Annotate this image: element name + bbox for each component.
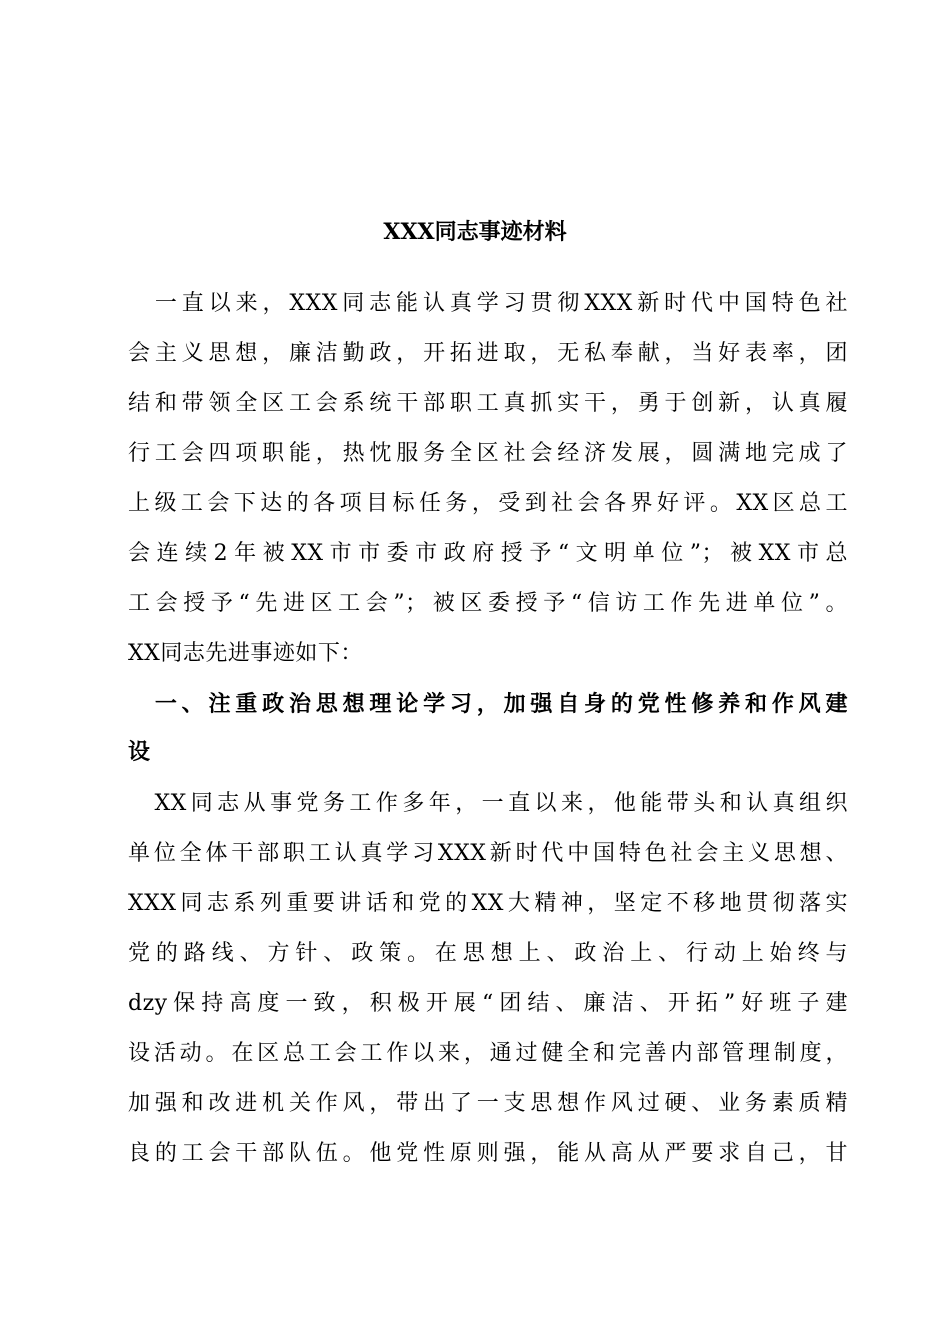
paragraph-line: 加强和改进机关作风，带出了一支思想作风过硬、业务素质精	[128, 1091, 848, 1116]
paragraph-line: 单位全体干部职工认真学习XXX新时代中国特色社会主义思想、	[128, 841, 848, 866]
paragraph-line: 一直以来，XXX同志能认真学习贯彻XXX新时代中国特色社	[128, 291, 848, 316]
paragraph-line: 结和带领全区工会系统干部职工真抓实干，勇于创新，认真履	[128, 391, 848, 416]
paragraph-line: 设活动。在区总工会工作以来，通过健全和完善内部管理制度，	[128, 1041, 848, 1066]
paragraph-line: 会连续2年被XX市市委市政府授予“文明单位”；被XX市总	[128, 541, 848, 566]
paragraph-line: XXX同志系列重要讲话和党的XX大精神，坚定不移地贯彻落实	[128, 891, 848, 916]
section-heading-line: 一、注重政治思想理论学习，加强自身的党性修养和作风建	[128, 691, 848, 717]
paragraph-line: XX同志先进事迹如下：	[128, 641, 363, 666]
paragraph-line: XX同志从事党务工作多年，一直以来，他能带头和认真组织	[128, 791, 848, 816]
paragraph-line: 行工会四项职能，热忱服务全区社会经济发展，圆满地完成了	[128, 441, 848, 466]
paragraph-line: 党的路线、方针、政策。在思想上、政治上、行动上始终与	[128, 941, 848, 966]
document-title: XXX同志事迹材料	[383, 219, 567, 245]
paragraph-line: dzy保持高度一致，积极开展“团结、廉洁、开拓”好班子建	[128, 991, 848, 1016]
section-heading-line: 设	[128, 739, 151, 765]
paragraph-line: 会主义思想，廉洁勤政，开拓进取，无私奉献，当好表率，团	[128, 341, 848, 366]
paragraph-line: 上级工会下达的各项目标任务，受到社会各界好评。XX区总工	[128, 491, 848, 516]
paragraph-line: 良的工会干部队伍。他党性原则强，能从高从严要求自己，甘	[128, 1141, 848, 1166]
paragraph-line: 工会授予“先进区工会”；被区委授予“信访工作先进单位”。	[128, 591, 848, 616]
